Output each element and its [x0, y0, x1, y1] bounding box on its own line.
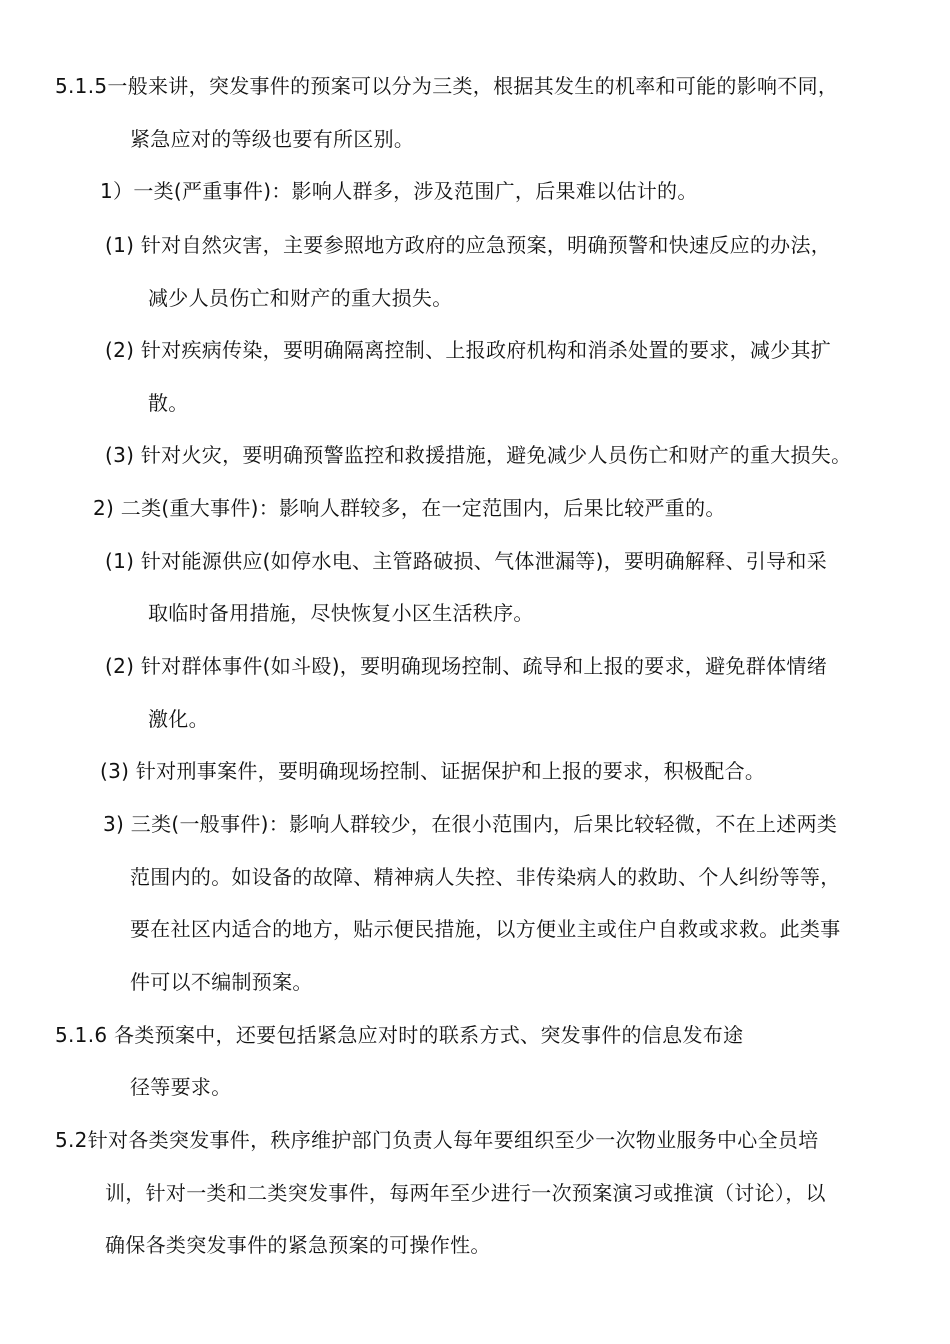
- category-2-item-1-line-1: (1) 针对能源供应(如停水电、主管路破损、气体泄漏等)，要明确解释、引导和采: [105, 549, 827, 573]
- category-1-item-2-line-2: 散。: [148, 391, 189, 415]
- category-1-item-2-line-1: (2) 针对疾病传染，要明确隔离控制、上报政府机构和消杀处置的要求，减少其扩: [105, 338, 832, 362]
- category-2-item-3: (3) 针对刑事案件，要明确现场控制、证据保护和上报的要求，积极配合。: [100, 759, 766, 783]
- category-3-line-3: 要在社区内适合的地方，贴示便民措施，以方便业主或住户自救或求救。此类事: [130, 917, 841, 941]
- para-5-2-line-1: 5.2针对各类突发事件，秩序维护部门负责人每年要组织至少一次物业服务中心全员培: [55, 1128, 819, 1152]
- category-3-line-4: 件可以不编制预案。: [130, 970, 313, 994]
- category-3-line-1: 3) 三类(一般事件)：影响人群较少，在很小范围内，后果比较轻微，不在上述两类: [103, 812, 838, 836]
- category-1-item-1-line-2: 减少人员伤亡和财产的重大损失。: [148, 286, 453, 310]
- category-2-item-2-line-2: 激化。: [148, 707, 209, 731]
- para-5-1-5-line-1: 5.1.5一般来讲，突发事件的预案可以分为三类，根据其发生的机率和可能的影响不同，: [55, 74, 839, 98]
- para-5-1-5-line-2: 紧急应对的等级也要有所区别。: [130, 127, 415, 151]
- category-2-heading: 2) 二类(重大事件)：影响人群较多，在一定范围内，后果比较严重的。: [93, 496, 726, 520]
- category-1-heading: 1）一类(严重事件)：影响人群多，涉及范围广，后果难以估计的。: [100, 179, 698, 203]
- para-5-2-line-3: 确保各类突发事件的紧急预案的可操作性。: [105, 1233, 491, 1257]
- para-5-1-6-line-2: 径等要求。: [130, 1075, 232, 1099]
- category-1-item-1-line-1: (1) 针对自然灾害，主要参照地方政府的应急预案，明确预警和快速反应的办法，: [105, 233, 832, 257]
- para-5-2-line-2: 训，针对一类和二类突发事件，每两年至少进行一次预案演习或推演（讨论），以: [105, 1181, 826, 1205]
- category-1-item-3: (3) 针对火灾，要明确预警监控和救援措施，避免减少人员伤亡和财产的重大损失。: [105, 443, 852, 467]
- category-2-item-1-line-2: 取临时备用措施，尽快恢复小区生活秩序。: [148, 601, 534, 625]
- para-5-1-6-line-1: 5.1.6 各类预案中，还要包括紧急应对时的联系方式、突发事件的信息发布途: [55, 1023, 744, 1047]
- category-3-line-2: 范围内的。如设备的故障、精神病人失控、非传染病人的救助、个人纠纷等等，: [130, 865, 841, 889]
- category-2-item-2-line-1: (2) 针对群体事件(如斗殴)，要明确现场控制、疏导和上报的要求，避免群体情绪: [105, 654, 827, 678]
